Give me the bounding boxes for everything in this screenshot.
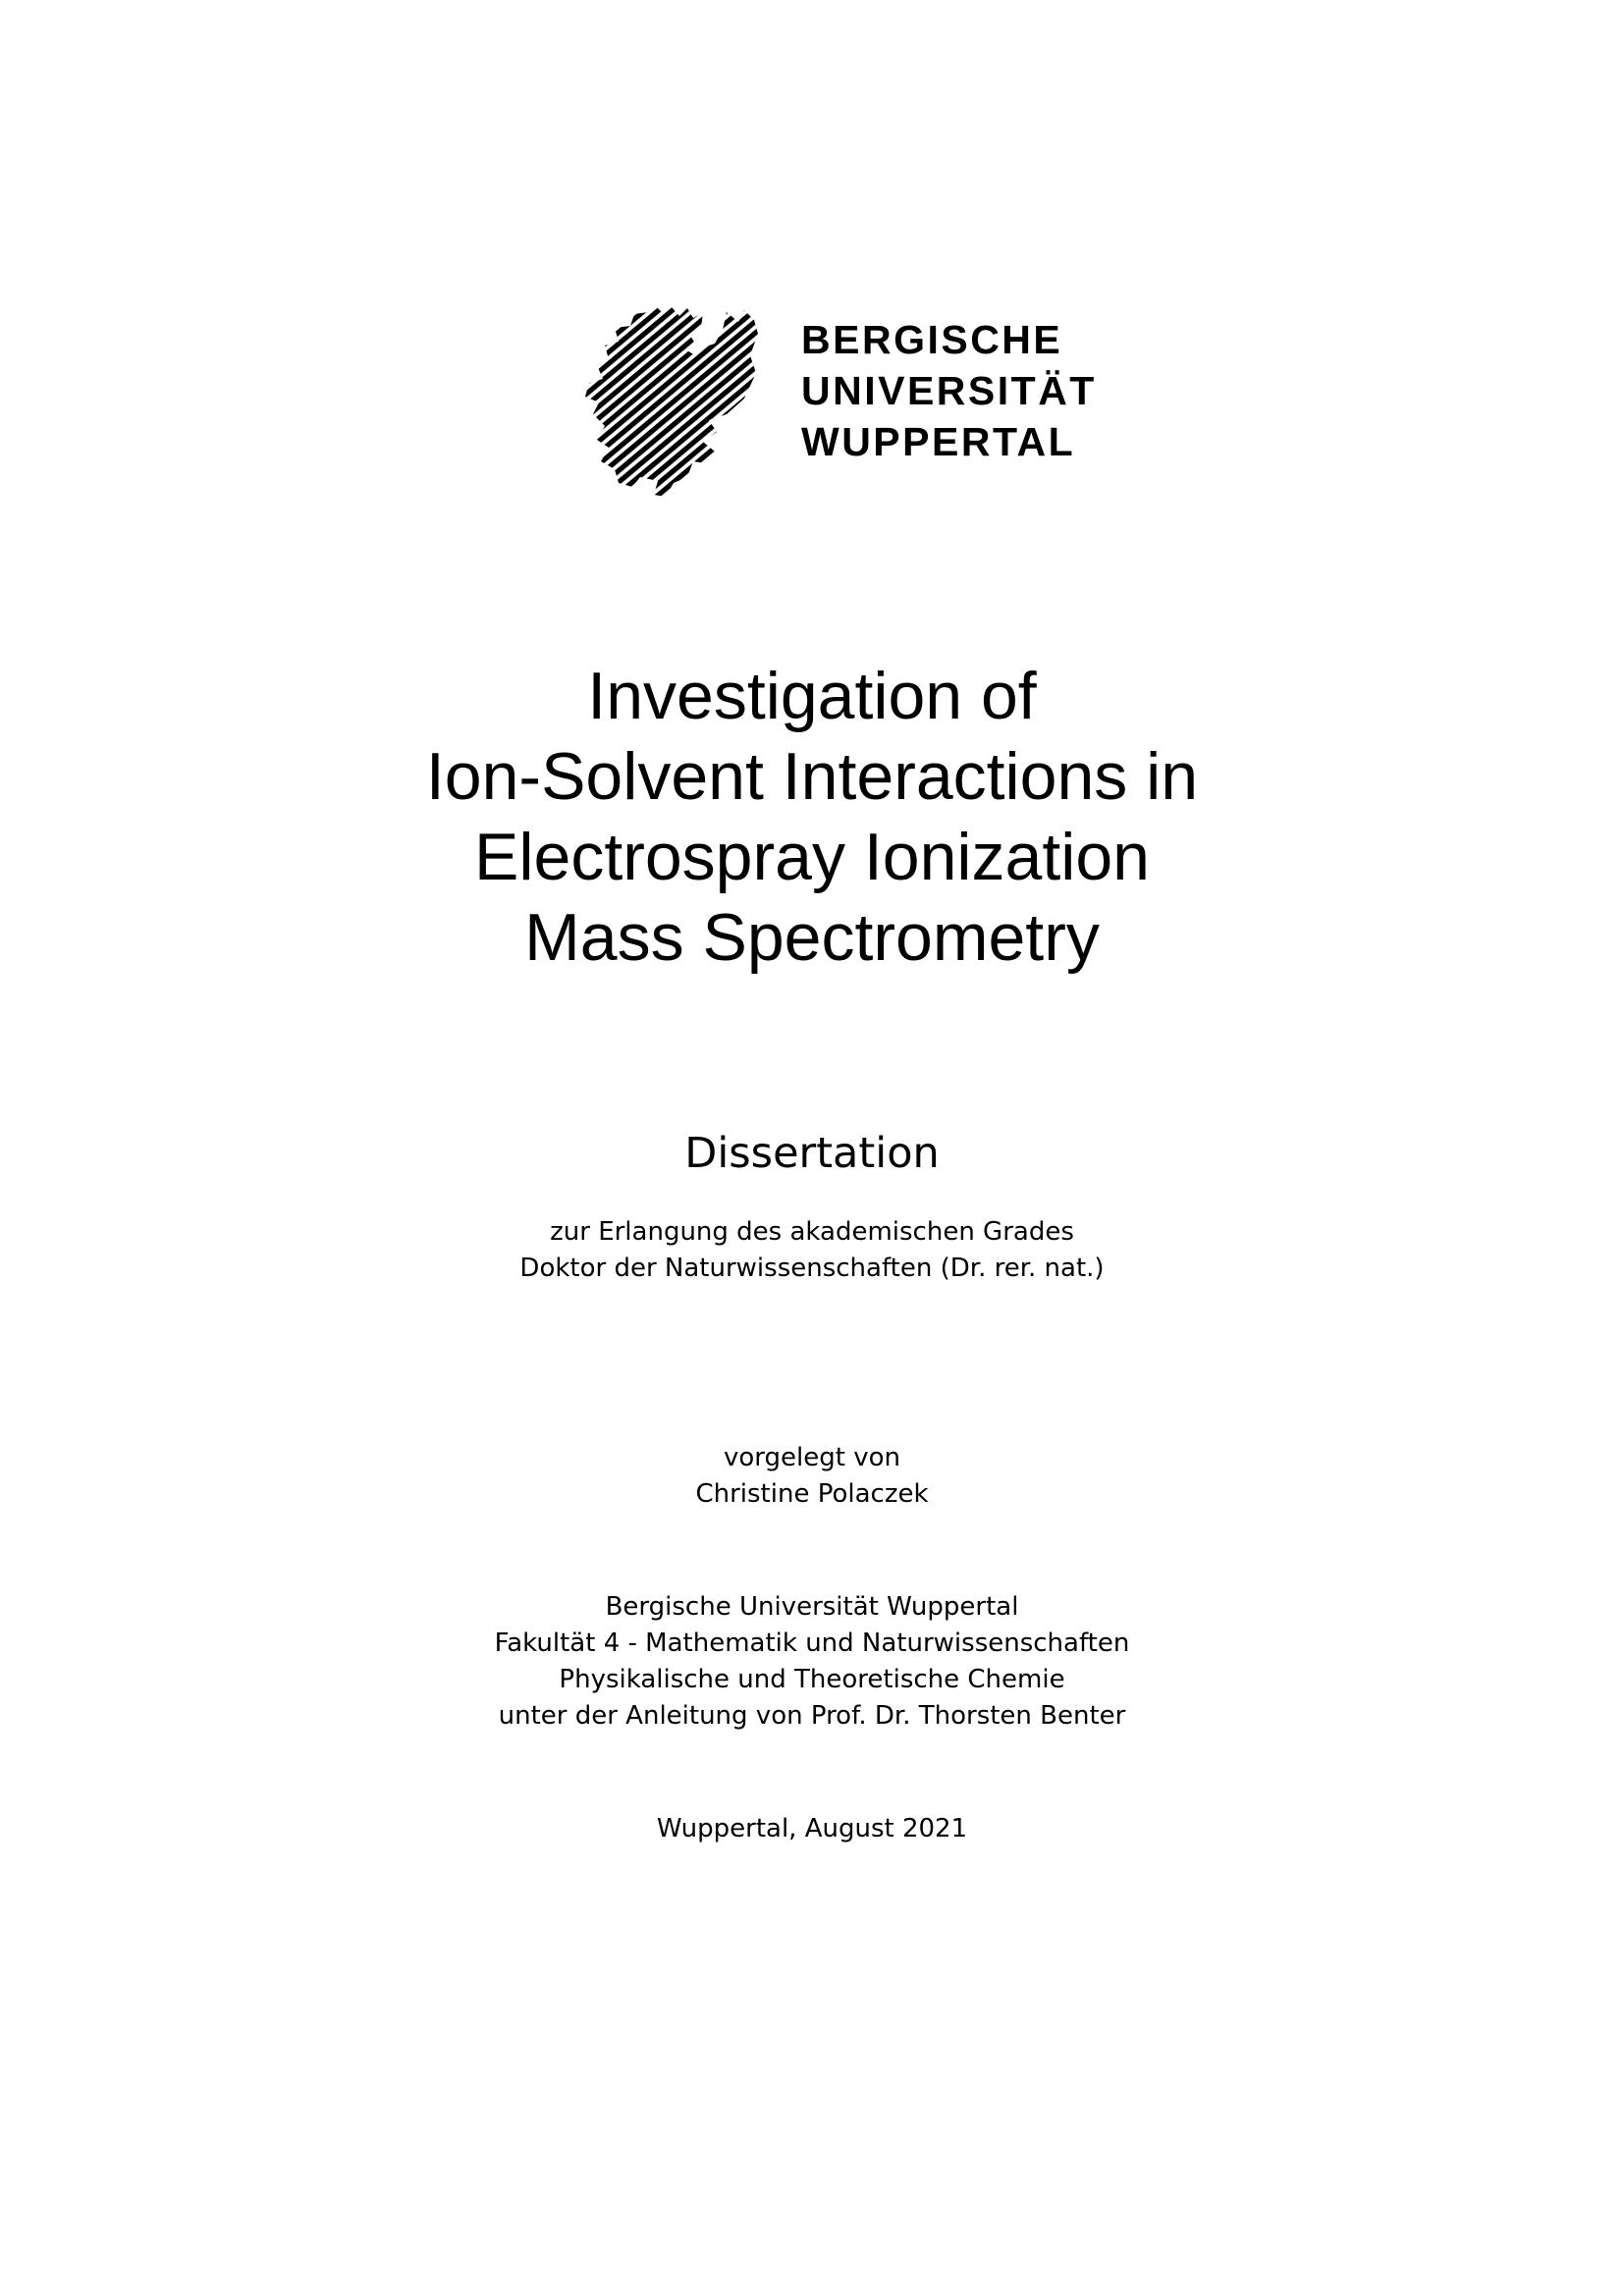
- document-type-label: Dissertation: [684, 1129, 940, 1178]
- institution-line: Physikalische und Theoretische Chemie: [559, 1665, 1065, 1694]
- title-line: Investigation of: [587, 659, 1037, 733]
- place-date-block: [0, 1811, 1624, 1847]
- university-logo-text: [801, 314, 1097, 467]
- institution-line: Bergische Universität Wuppertal: [605, 1592, 1019, 1622]
- institution-block: [0, 1589, 1624, 1735]
- degree-line: zur Erlangung des akademischen Grades: [550, 1217, 1074, 1247]
- institution-line: Fakultät 4 - Mathematik und Naturwissenschaften: [494, 1629, 1130, 1658]
- thesis-title: [0, 656, 1624, 978]
- university-logo: [579, 304, 1129, 501]
- lion-emblem-icon: [579, 304, 776, 501]
- logo-line-bergische: BERGISCHE: [801, 317, 1063, 362]
- title-line: Ion-Solvent Interactions in: [425, 739, 1199, 814]
- place-date: Wuppertal, August 2021: [656, 1814, 968, 1843]
- degree-line: Doktor der Naturwissenschaften (Dr. rer. nat.): [519, 1254, 1105, 1283]
- author-block: [0, 1440, 1624, 1513]
- title-line: Electrospray Ionization: [474, 820, 1150, 894]
- submitted-by-label: vorgelegt von: [724, 1443, 900, 1472]
- document-type: [0, 1127, 1624, 1180]
- logo-line-universitaet: UNIVERSITÄT: [801, 368, 1097, 413]
- logo-line-wuppertal: WUPPERTAL: [801, 419, 1076, 464]
- author-name: Christine Polaczek: [695, 1479, 929, 1509]
- title-line: Mass Spectrometry: [524, 900, 1100, 975]
- degree-statement: [0, 1214, 1624, 1287]
- institution-line: unter der Anleitung von Prof. Dr. Thorsten Benter: [498, 1701, 1126, 1731]
